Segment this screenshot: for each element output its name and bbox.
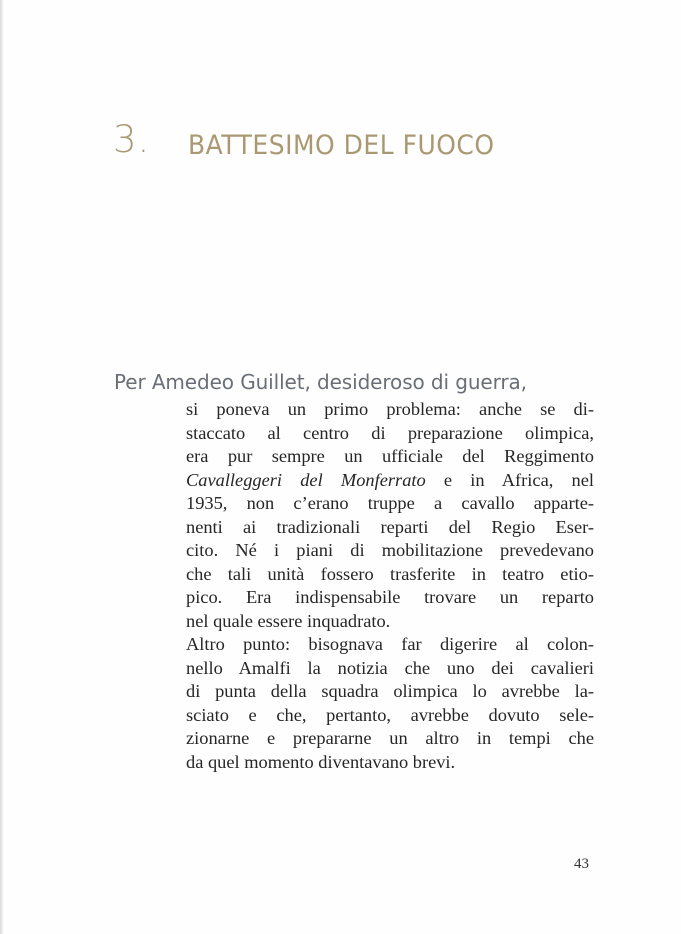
text-line: era pur sempre un ufficiale del Reggimento xyxy=(186,446,594,466)
text-line: Cavalleggeri del Monferrato e in Africa, nel xyxy=(186,469,595,490)
text-line: che tali unità fossero trasferite in teatro etio- xyxy=(186,563,594,584)
lead-line: Per Amedeo Guillet, desideroso di guerra, xyxy=(114,370,527,394)
text-line: staccato al centro di preparazione olimpica, xyxy=(186,422,594,443)
text-line: 1935, non c’erano truppe a cavallo apparte- xyxy=(186,493,594,513)
text-line: sciato e che, pertanto, avrebbe dovuto sele- xyxy=(186,704,594,725)
text-line: cito. Né i piani di mobilitazione prevedevano xyxy=(186,540,594,560)
text-line: si poneva un primo problema: anche se di- xyxy=(186,399,594,419)
text-line: da quel momento diventavano brevi. xyxy=(186,751,456,772)
text-line: pico. Era indispensabile trovare un reparto xyxy=(186,587,594,607)
chapter-title: BATTESIMO DEL FUOCO xyxy=(188,130,495,161)
page-binding-edge xyxy=(0,0,4,934)
text-line: nel quale essere inquadrato. xyxy=(186,610,391,631)
regiment-name: Cavalleggeri del Monferrato xyxy=(186,469,426,490)
text-line: Altro punto: bisognava far digerire al colon- xyxy=(186,634,594,654)
text-line: di punta della squadra olimpica lo avrebbe la- xyxy=(186,681,594,701)
text-line: zionarne e prepararne un altro in tempi che xyxy=(186,728,594,748)
chapter-heading xyxy=(113,118,633,178)
page-number: 43 xyxy=(574,856,589,872)
text-line: nenti ai tradizionali reparti del Regio Eser- xyxy=(186,516,594,537)
chapter-number: 3. xyxy=(113,118,151,161)
text-line: nello Amalfi la notizia che uno dei cavalieri xyxy=(186,657,594,678)
chapter-number-punct: . xyxy=(137,118,151,161)
body-text xyxy=(186,398,594,774)
